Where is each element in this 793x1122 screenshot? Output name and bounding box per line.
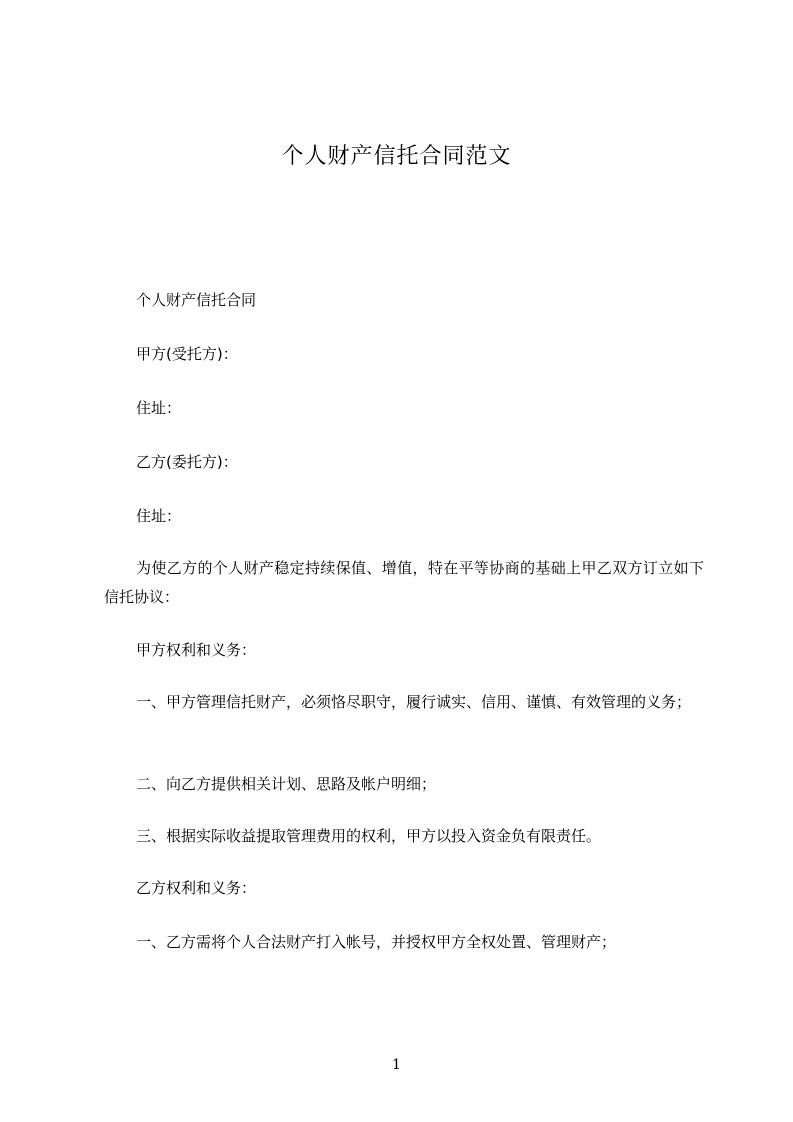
- preamble-paragraph: 为使乙方的个人财产稳定持续保值、增值，特在平等协商的基础上甲乙双方订立如下信托协议：: [104, 559, 704, 606]
- document-title: 个人财产信托合同范文: [281, 144, 512, 169]
- party-a-clause-2: 二、向乙方提供相关计划、思路及帐户明细；: [136, 775, 437, 793]
- party-a-address: 住址：: [136, 399, 182, 417]
- party-b-label: 乙方(委托方)：: [136, 453, 238, 471]
- contract-heading: 个人财产信托合同: [136, 291, 257, 309]
- party-b-clause-1: 一、乙方需将个人合法财产打入帐号，并授权甲方全权处置、管理财产；: [136, 933, 617, 951]
- party-b-address: 住址：: [136, 507, 182, 525]
- party-a-rights-heading: 甲方权利和义务：: [136, 641, 257, 659]
- party-a-clause-3: 三、根据实际收益提取管理费用的权利，甲方以投入资金负有限责任。: [136, 827, 602, 845]
- party-b-rights-heading: 乙方权利和义务：: [136, 879, 257, 897]
- page-number: 1: [392, 1057, 401, 1073]
- party-a-label: 甲方(受托方)：: [136, 345, 238, 363]
- party-a-clause-1: 一、甲方管理信托财产，必须恪尽职守，履行诚实、信用、谨慎、有效管理的义务；: [136, 693, 692, 711]
